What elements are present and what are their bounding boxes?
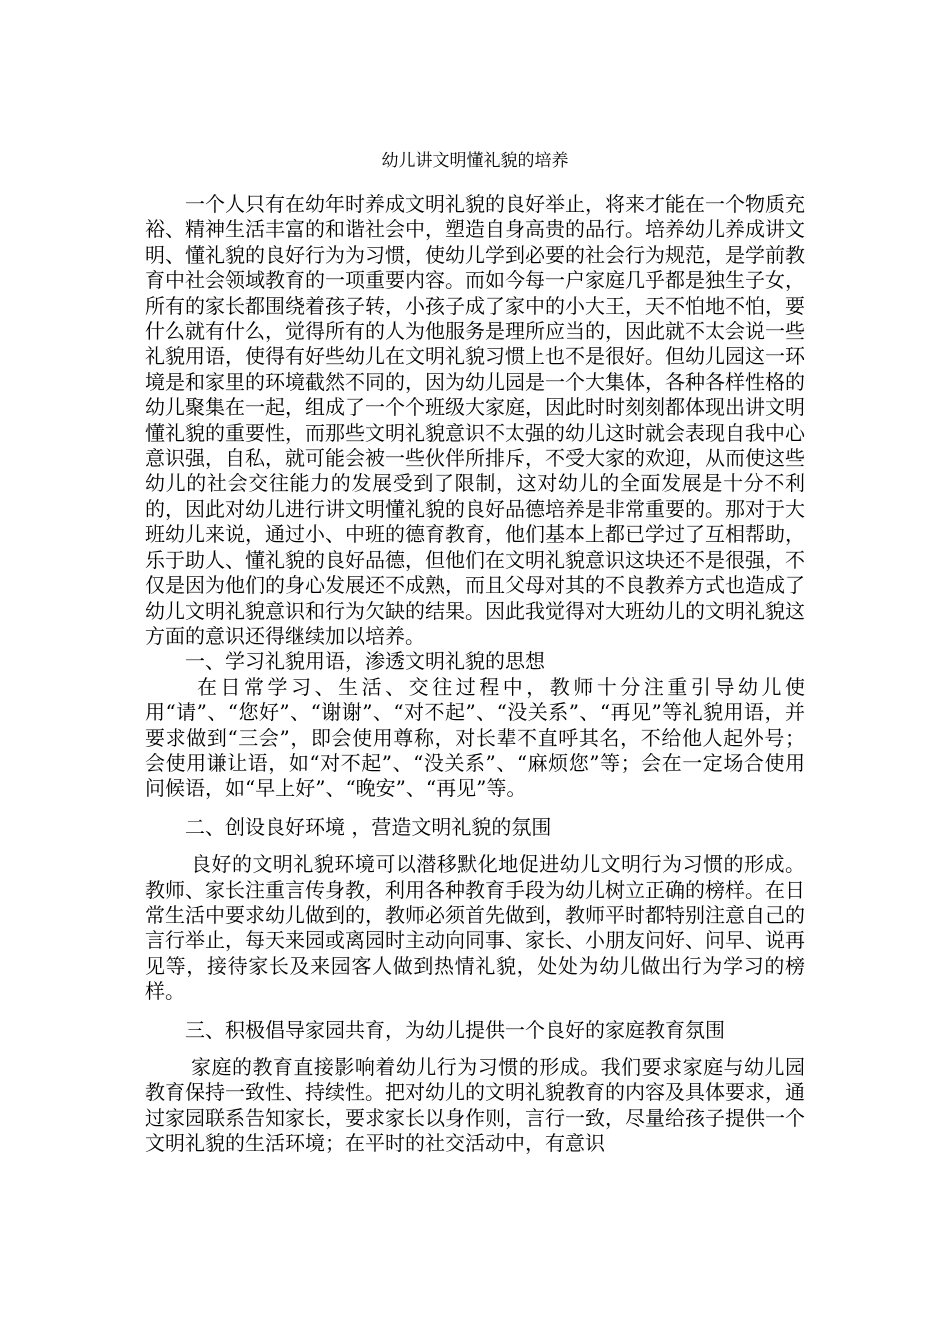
section1-heading: 一、学习礼貌用语，渗透文明礼貌的思想 (185, 649, 545, 674)
section3-paragraph: 家庭的教育直接影响着幼儿行为习惯的形成。我们要求家庭与幼儿园教育保持一致性、持续性。把对幼儿的文明礼貌教育的内容及具体要求，通过家园联系告知家长，要求家长以身作则，言行一致，尽量给孩子提供一个文明礼貌的生活环境；在平时的社交活动中，有意识 (145, 1055, 805, 1156)
section1-paragraph: 在日常学习、生活、交往过程中，教师十分注重引导幼儿使用“请”、“您好”、“谢谢”、“对不起”、“没关系”、“再见”等礼貌用语，并要求做到“三会”，即会使用尊称，对长辈不直呼其名，不给他人起外号；会使用谦让语，如“对不起”、“没关系”、“麻烦您”等；会在一定场合使用问候语，如“早上好”、“晚安”、“再见”等。 (145, 674, 805, 801)
section2-heading: 二、创设良好环境 ，营造文明礼貌的氛围 (185, 814, 552, 839)
section2-paragraph: 良好的文明礼貌环境可以潜移默化地促进幼儿文明行为习惯的形成。教师、家长注重言传身教，利用各种教育手段为幼儿树立正确的榜样。在日常生活中要求幼儿做到的，教师必须首先做到，教师平时都特别注意自己的言行举止，每天来园或离园时主动向同事、家长、小朋友问好、问早、说再见等，接待家长及来园客人做到热情礼貌，处处为幼儿做出行为学习的榜样。 (145, 852, 805, 1004)
intro-paragraph: 一个人只有在幼年时养成文明礼貌的良好举止，将来才能在一个物质充裕、精神生活丰富的和谐社会中，塑造自身高贵的品行。培养幼儿养成讲文明、懂礼貌的良好行为为习惯，使幼儿学到必要的社会行为规范，是学前教育中社会领域教育的一项重要内容。而如今每一户家庭几乎都是独生子女，所有的家长都围绕着孩子转，小孩子成了家中的小大王，天不怕地不怕，要什么就有什么，觉得所有的人为他服务是理所应当的，因此就不太会说一些礼貌用语，使得有好些幼儿在文明礼貌习惯上也不是很好。但幼儿园这一环境是和家里的环境截然不同的，因为幼儿园是一个大集体，各种各样性格的幼儿聚集在一起，组成了一个个班级大家庭，因此时时刻刻都体现出讲文明懂礼貌的重要性，而那些文明礼貌意识不太强的幼儿这时就会表现自我中心意识强，自私，就可能会被一些伙伴所排斥，不受大家的欢迎，从而使这些幼儿的社会交往能力的发展受到了限制，这对幼儿的全面发展是十分不利的，因此对幼儿进行讲文明懂礼貌的良好品德培养是非常重要的。那对于大班幼儿来说，通过小、中班的德育教育，他们基本上都已学过了互相帮助，乐于助人、懂礼貌的良好品德，但他们在文明礼貌意识这块还不是很强，不仅是因为他们的身心发展还不成熟，而且父母对其的不良教养方式也造成了幼儿文明礼貌意识和行为欠缺的结果。因此我觉得对大班幼儿的文明礼貌这方面的意识还得继续加以培养。 (145, 192, 805, 648)
document-body (145, 192, 805, 1157)
document-title: 幼儿讲文明懂礼貌的培养 (381, 151, 569, 171)
section3-heading: 三、积极倡导家园共育，为幼儿提供一个良好的家庭教育氛围 (185, 1017, 725, 1042)
